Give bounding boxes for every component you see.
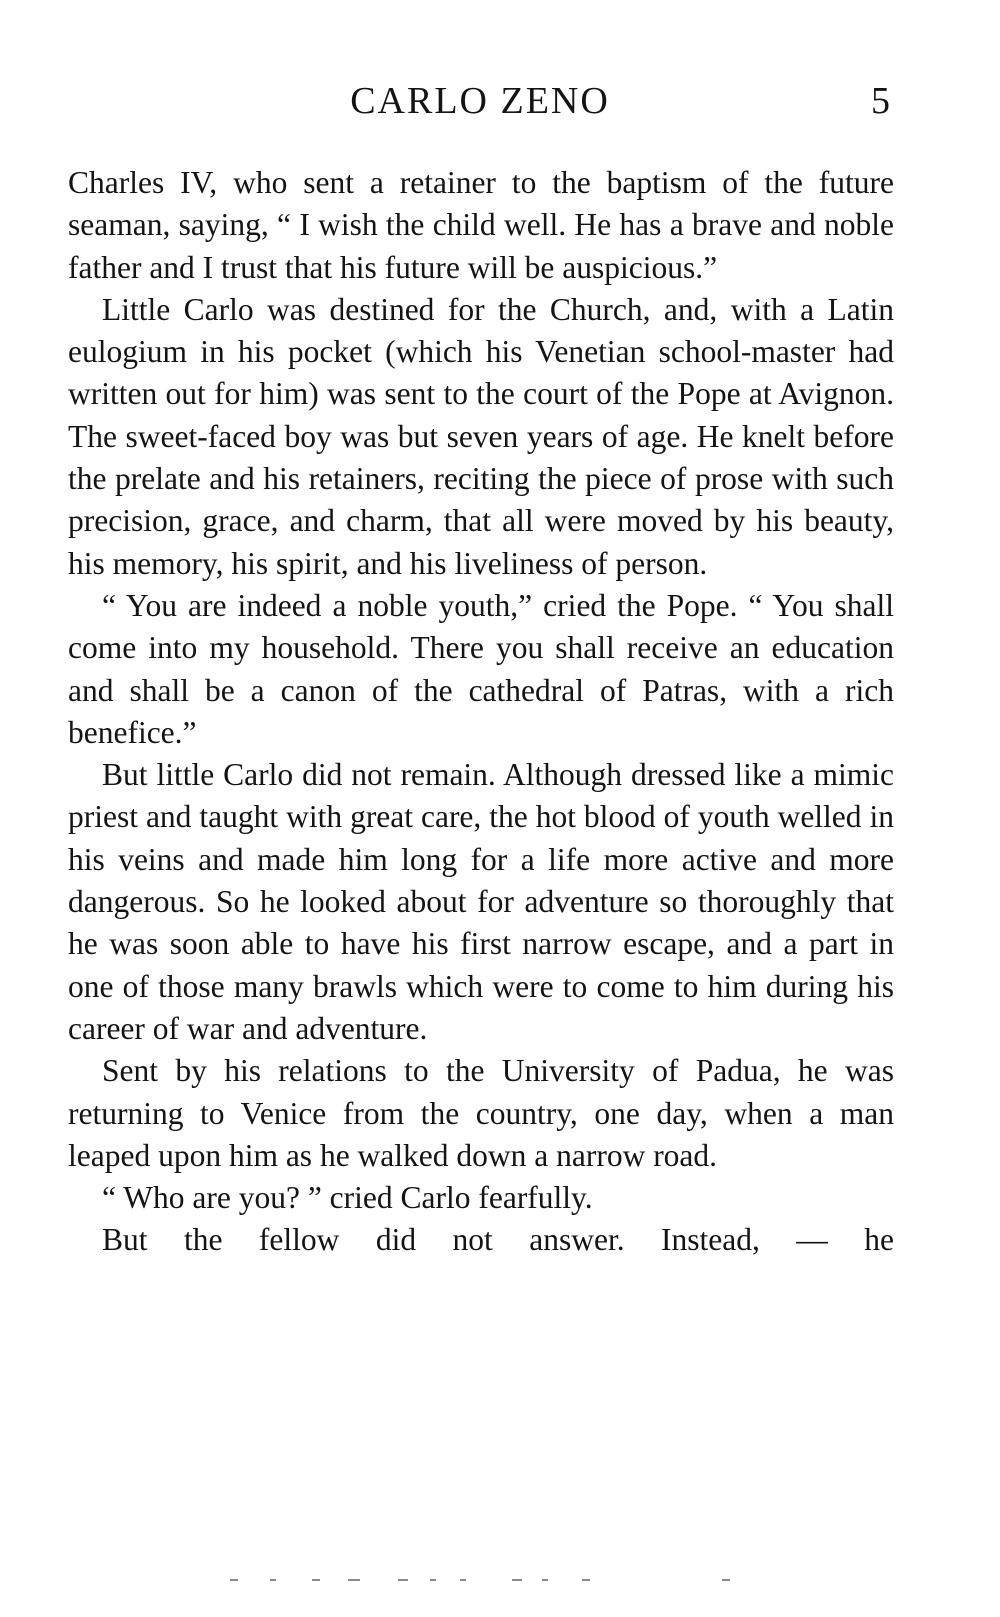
speck [398, 1579, 408, 1581]
paragraph-2: Little Carlo was destined for the Church, and, with a Latin eulogium in his pocket (which his Venetian school-master had written out for him) was sent to the court of the Pope at Avignon. The sweet-faced boy was but seven years of age. He knelt before the prelate and his retainers, reciting the piece of prose with such precision, grace, and charm, that all were moved by his beauty, his memory, his spirit, and his liveliness of person. [68, 291, 894, 581]
speck [430, 1579, 436, 1581]
running-head [70, 76, 890, 126]
speck [542, 1579, 548, 1581]
paragraph-1: Charles IV, who sent a retainer to the baptism of the future seaman, saying, “ I wish the child well. He has a brave and noble father and I trust that his future will be auspicious.” [68, 165, 894, 285]
print-specks [230, 1579, 750, 1583]
page-number: 5 [871, 80, 890, 122]
speck [270, 1579, 276, 1581]
speck [230, 1579, 238, 1581]
speck [348, 1579, 360, 1581]
paragraph-6: “ Who are you? ” cried Carlo fearfully. [102, 1180, 593, 1216]
paragraph-4: But little Carlo did not remain. Although dressed like a mimic priest and taught with great care, the hot blood of youth welled in his veins and made him long for a life more active and more dangerous. So he looked about for adventure so thoroughly that he was soon able to have his first narrow escape, and a part in one of those many brawls which were to come to him during his career of war and adventure. [68, 757, 894, 1046]
body-text [68, 162, 894, 1262]
speck [582, 1579, 590, 1581]
running-title: CARLO ZENO [350, 80, 610, 122]
paragraph-3: “ You are indeed a noble youth,” cried the Pope. “ You shall come into my household. There you shall receive an education and shall be a canon of the cathedral of Patras, with a rich benefice.” [68, 587, 894, 750]
speck [512, 1579, 522, 1581]
speck [460, 1579, 466, 1581]
speck [312, 1579, 320, 1581]
paragraph-5: Sent by his relations to the University of Padua, he was returning to Venice from the country, one day, when a man leaped upon him as he walked down a narrow road. [68, 1053, 894, 1173]
paragraph-7: But the fellow did not answer. Instead, — he [102, 1222, 894, 1258]
speck [722, 1579, 730, 1581]
